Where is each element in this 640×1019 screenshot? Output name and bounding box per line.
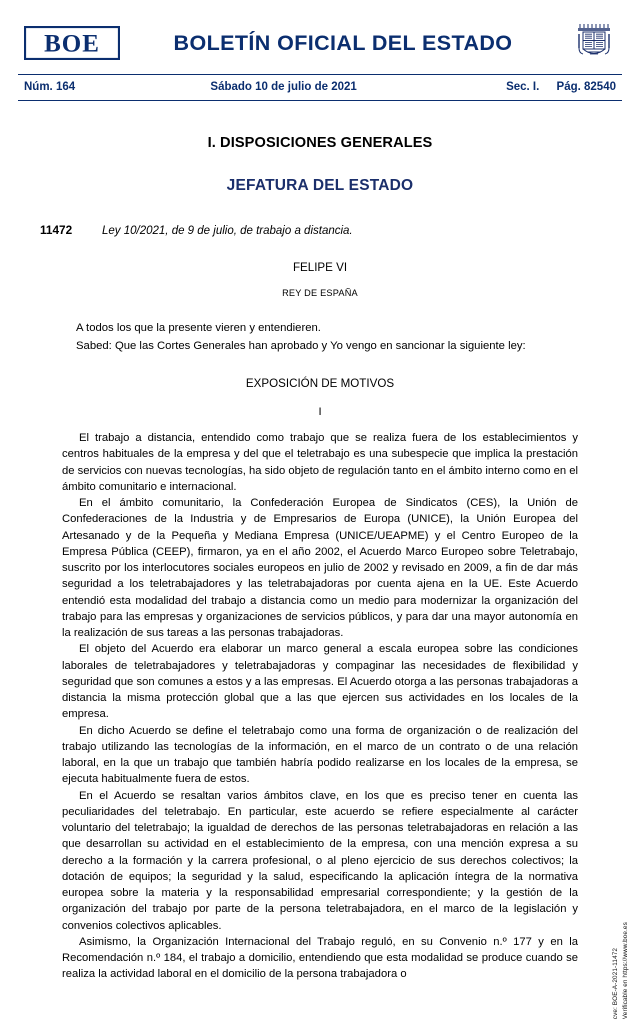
verification-note bbox=[611, 849, 630, 1019]
paragraph: En dicho Acuerdo se define el teletrabajo como una forma de organización o de realización del trabajo utilizando las tecnologías de la información, en el marco de un contrato o de una relación laboral, en la que un trabajo que también habría podido realizarse en los locales de la empresa, se ejecuta habitualmente fuera de estos. bbox=[62, 724, 578, 786]
issue-date: Sábado 10 de julio de 2021 bbox=[210, 81, 357, 93]
salutation-line-2: Sabed: Que las Cortes Generales han aprobado y Yo vengo en sancionar la siguiente ley: bbox=[76, 339, 526, 352]
king-name: FELIPE VI bbox=[292, 261, 348, 274]
norm-number: 11472 bbox=[40, 223, 73, 237]
header-info-row bbox=[18, 75, 622, 100]
masthead-title: BOLETÍN OFICIAL DEL ESTADO bbox=[173, 30, 513, 55]
norm-title: Ley 10/2021, de 9 de julio, de trabajo a distancia. bbox=[102, 225, 353, 237]
verification-url: Verificable en https://www.boe.es bbox=[621, 921, 629, 1019]
salutation-block bbox=[62, 320, 578, 355]
boe-logo-icon bbox=[24, 26, 120, 60]
preamble-paragraphs bbox=[62, 430, 578, 983]
norm-heading bbox=[40, 223, 578, 237]
salutation-line-1: A todos los que la presente vieren y entendieren. bbox=[76, 322, 321, 334]
paragraph: El trabajo a distancia, entendido como trabajo que se realiza fuera de los establecimientos y centros habituales de la empresa y del que el teletrabajo es una subespecie que implica la prestación de servicios con nuevas tecnologías, ha sido objeto de regulación tanto en el ámbito interno como en el ámbito comunitario e internacional. bbox=[62, 432, 578, 493]
paragraph: En el Acuerdo se resaltan varios ámbitos clave, en los que es preciso tener en cuenta las peculiaridades del teletrabajo. En particular, este acuerdo se refiere especialmente al carácter voluntario del teletrabajo; la igualdad de derechos de las personas teletrabajadoras en relación a las que desarrollan su actividad en el establecimiento de la empresa, con una mención expresa a su derecho a la formación y la carrera profesional, o al pleno ejercicio de sus derechos colectivos; la dotación de equipos; la seguridad y la salud, especificando la aplicación íntegra de la normativa europea sobre la materia y la responsabilidad empresarial correspondiente; y la gestión de la organización del trabajo por parte de la persona teletrabajadora, en el marco de la legislación y convenios colectivos aplicables. bbox=[62, 789, 578, 932]
spain-coat-of-arms-icon bbox=[566, 22, 616, 64]
page-label: Pág. 82540 bbox=[556, 81, 616, 93]
section-and-page bbox=[492, 81, 616, 93]
issuing-organ: JEFATURA DEL ESTADO bbox=[226, 177, 414, 194]
king-subtitle: REY DE ESPAÑA bbox=[282, 288, 358, 298]
header-rule-bottom bbox=[18, 100, 622, 101]
svg-text:BOE: BOE bbox=[44, 30, 100, 58]
paragraph: El objeto del Acuerdo era elaborar un marco general a escala europea sobre las condiciones laborales de teletrabajadores y teletrabajadoras y compaginar las necesidades de flexibilidad y seguridad que son comunes a estos y a las empresas. El Acuerdo otorga a las personas trabajadoras a distancia la misma protección global que a las que ejercen sus actividades en los locales de la empresa. bbox=[62, 643, 578, 721]
roman-numeral: I bbox=[318, 406, 322, 418]
paragraph: En el ámbito comunitario, la Confederación Europea de Sindicatos (CES), la Unión de Confederaciones de la Industria y de Empresarios de Europa (UNICE), la Unión Europea del Artesanado y de la Pequeña y Mediana Empresa (UNICE/UEAPME) y el Centro Europeo de la Empresa Pública (CEEP), firmaron, ya en el año 2002, el Acuerdo Marco Europeo sobre Teletrabajo, suscrito por los interlocutores sociales europeos en julio de 2002 y revisado en 2009, a fin de dar más seguridad a los teletrabajadores y las teletrabajadoras por cuenta ajena en la UE. Este Acuerdo entendió esta modalidad del trabajo a distancia como un medio para modernizar la organización del trabajo para las empresas y organizaciones de servicios públicos, y para dar una mayor autonomía en la realización de sus tareas a las personas trabajadoras. bbox=[62, 497, 578, 639]
section-title: I. DISPOSICIONES GENERALES bbox=[207, 135, 433, 151]
preamble-heading: EXPOSICIÓN DE MOTIVOS bbox=[245, 377, 395, 390]
section-label: Sec. I. bbox=[506, 81, 540, 93]
document-body bbox=[0, 135, 640, 983]
paragraph: Asimismo, la Organización Internacional del Trabajo reguló, en su Convenio n.º 177 y en la Recomendación n.º 184, el trabajo a domicilio, entendiendo que esta modalidad se produce cuando se realiza la actividad laboral en el domicilio de la persona trabajadora o bbox=[62, 935, 578, 981]
masthead bbox=[0, 0, 640, 70]
cve-code: cve: BOE-A-2021-11472 bbox=[611, 947, 619, 1019]
issue-number: Núm. 164 bbox=[24, 81, 76, 93]
